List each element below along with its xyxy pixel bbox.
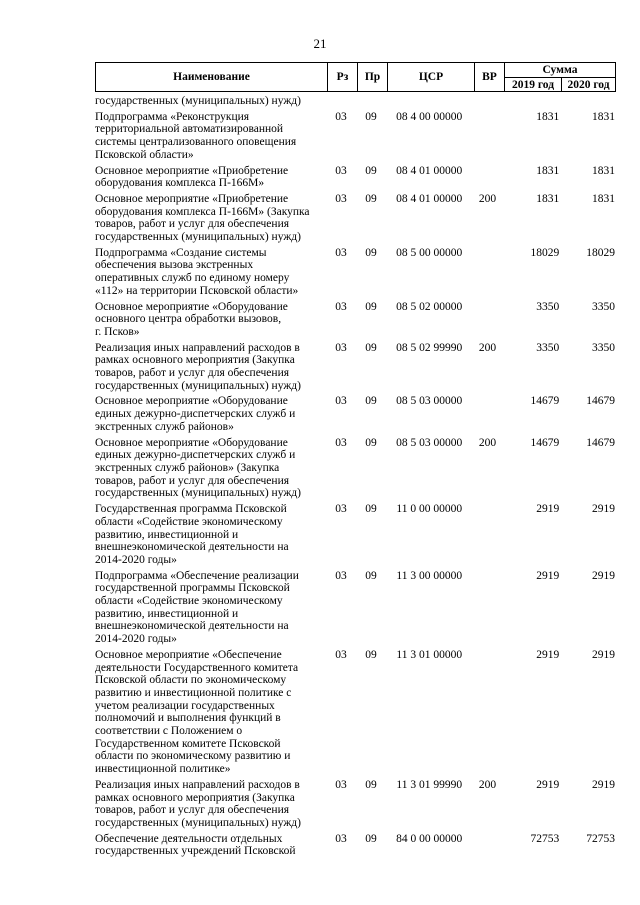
- row-csr: 11 0 00 00000: [396, 503, 463, 516]
- row-vr: 200: [478, 778, 497, 791]
- row-name-line: системы централизованного оповещения: [95, 136, 297, 149]
- table-header: [95, 62, 616, 92]
- row-name-line: территориальной автоматизированной: [95, 123, 284, 136]
- row-name-line: Обеспечение деятельности отдельных: [95, 832, 283, 845]
- row-name-line: рамках основного мероприятия (Закупка: [95, 354, 295, 367]
- row-vr: [473, 247, 503, 298]
- row-name: [95, 95, 326, 108]
- row-name-line: государственных (муниципальных) нужд): [95, 816, 301, 829]
- row-name-line: полномочий и выполнения функций в: [95, 712, 281, 725]
- row-name: [95, 395, 326, 433]
- row-name: [95, 193, 326, 244]
- row-sum-2020: 18029: [586, 246, 616, 259]
- row-name-line: Основное мероприятие «Приобретение: [95, 192, 289, 205]
- row-name-line: внешнеэкономической деятельности на: [95, 541, 289, 554]
- row-name-line: государственных (муниципальных) нужд): [95, 95, 301, 107]
- row-name-line: 2014-2020 годы»: [95, 633, 177, 646]
- row-sum-2020: 1831: [592, 164, 616, 177]
- row-name-line: развитию, инвестиционной и: [95, 607, 239, 620]
- row-pr: 09: [365, 832, 377, 845]
- row-rz: 03: [335, 192, 347, 205]
- row-csr: 08 5 02 00000: [396, 300, 463, 313]
- row-csr: [386, 95, 473, 108]
- row-name-line: государственных (муниципальных) нужд): [95, 487, 301, 500]
- row-name-line: государственных учреждений Псковской: [95, 845, 296, 858]
- row-pr: 09: [365, 246, 377, 259]
- row-name: [95, 833, 326, 858]
- row-name-line: г. Псков»: [95, 325, 140, 338]
- row-name-line: инвестиционной политике»: [95, 763, 231, 776]
- row-sum-2019: 2919: [536, 648, 560, 661]
- row-name-line: оборудования комплекса П-166М»: [95, 177, 265, 190]
- row-sum-2019: 1831: [536, 192, 560, 205]
- row-name: [95, 165, 326, 190]
- row-sum-2019: [502, 95, 561, 108]
- row-name: [95, 342, 326, 393]
- row-rz: 03: [335, 832, 347, 845]
- row-csr: 08 4 00 00000: [396, 110, 463, 123]
- row-name-line: внешнеэкономической деятельности на: [95, 620, 289, 633]
- row-csr: 08 5 03 00000: [396, 395, 463, 408]
- row-sum-2019: 18029: [530, 246, 560, 259]
- row-vr: [473, 570, 503, 646]
- row-sum-2020: 3350: [592, 341, 616, 354]
- row-sum-2019: 3350: [536, 341, 560, 354]
- row-csr: 84 0 00 00000: [396, 832, 463, 845]
- row-name-line: рамках основного мероприятия (Закупка: [95, 791, 295, 804]
- row-name-line: области по экономическому развитию и: [95, 750, 291, 763]
- row-pr: 09: [365, 648, 377, 661]
- row-sum-2019: 1831: [536, 110, 560, 123]
- row-name-line: деятельности Государственного комитета: [95, 661, 299, 674]
- row-name-line: развитию, инвестиционной и: [95, 528, 239, 541]
- header-csr: ЦСР: [388, 63, 475, 92]
- row-name-line: единых дежурно-диспетчерских служб и: [95, 449, 296, 462]
- row-csr: 11 3 00 00000: [396, 569, 463, 582]
- row-sum-2020: 1831: [592, 110, 616, 123]
- row-rz: 03: [335, 569, 347, 582]
- row-name-line: Реализация иных направлений расходов в: [95, 778, 300, 791]
- row-name-line: Реализация иных направлений расходов в: [95, 341, 300, 354]
- row-csr: 08 5 03 00000: [396, 436, 463, 449]
- row-pr: 09: [365, 395, 377, 408]
- row-name-line: Псковской области»: [95, 148, 194, 161]
- row-name-line: экстренных служб районов» (Закупка: [95, 461, 280, 474]
- table-body: [95, 95, 615, 861]
- header-name: Наименование: [96, 63, 328, 92]
- row-name-line: Основное мероприятие «Оборудование: [95, 300, 288, 313]
- table-row: [95, 342, 615, 393]
- row-name-line: Государственном комитете Псковской: [95, 737, 281, 750]
- row-name-line: товаров, работ и услуг для обеспечения: [95, 367, 290, 380]
- table-row: [95, 833, 615, 858]
- row-pr: 09: [365, 341, 377, 354]
- row-name-line: экстренных служб районов»: [95, 420, 234, 433]
- row-name-line: основного центра обработки вызовов,: [95, 313, 282, 326]
- row-vr: [473, 649, 503, 776]
- row-pr: 09: [365, 778, 377, 791]
- row-sum-2019: 2919: [536, 503, 560, 516]
- row-sum-2019: 14679: [530, 395, 560, 408]
- row-vr: 200: [478, 436, 497, 449]
- row-rz: 03: [335, 395, 347, 408]
- row-rz: 03: [335, 300, 347, 313]
- row-pr: 09: [365, 300, 377, 313]
- row-name-line: Государственная программа Псковской: [95, 503, 287, 516]
- row-rz: 03: [335, 648, 347, 661]
- row-name-line: Основное мероприятие «Оборудование: [95, 395, 288, 408]
- row-vr: [473, 165, 503, 190]
- row-name-line: соответствии с Положением о: [95, 725, 243, 738]
- table-row: [95, 570, 615, 646]
- row-name: [95, 503, 326, 567]
- row-name-line: 2014-2020 годы»: [95, 553, 177, 566]
- row-rz: 03: [335, 110, 347, 123]
- header-year-2019: 2019 год: [505, 78, 562, 92]
- header-rz: Рз: [328, 63, 358, 92]
- row-vr: 200: [478, 341, 497, 354]
- row-rz: [326, 95, 356, 108]
- row-pr: 09: [365, 164, 377, 177]
- table-row: [95, 111, 615, 162]
- row-pr: 09: [365, 192, 377, 205]
- row-vr: [473, 395, 503, 433]
- page-number: 21: [313, 36, 327, 51]
- row-name-line: государственной программы Псковской: [95, 582, 290, 595]
- row-name-line: области «Содействие экономическому: [95, 595, 283, 608]
- row-pr: 09: [365, 436, 377, 449]
- row-name-line: государственных (муниципальных) нужд): [95, 231, 301, 244]
- row-csr: 11 3 01 99990: [396, 778, 463, 791]
- row-name-line: Псковской области по экономическому: [95, 674, 287, 687]
- row-name-line: товаров, работ и услуг для обеспечения: [95, 218, 290, 231]
- row-sum-2020: 2919: [592, 569, 616, 582]
- row-csr: 08 4 01 00000: [396, 192, 463, 205]
- row-name-line: товаров, работ и услуг для обеспечения: [95, 474, 290, 487]
- row-vr: [473, 301, 503, 339]
- table-row: [95, 779, 615, 830]
- table-row: [95, 301, 615, 339]
- row-name-line: Подпрограмма «Создание системы: [95, 246, 267, 259]
- row-rz: 03: [335, 164, 347, 177]
- row-rz: 03: [335, 341, 347, 354]
- row-name: [95, 437, 326, 501]
- row-rz: 03: [335, 778, 347, 791]
- row-name: [95, 779, 326, 830]
- row-csr: 08 5 00 00000: [396, 246, 463, 259]
- header-pr: Пр: [358, 63, 388, 92]
- row-pr: [356, 95, 386, 108]
- row-csr: 11 3 01 00000: [396, 648, 463, 661]
- row-rz: 03: [335, 436, 347, 449]
- row-vr: [473, 503, 503, 567]
- row-name-line: Основное мероприятие «Оборудование: [95, 436, 288, 449]
- row-vr: [473, 833, 503, 858]
- table-row: [95, 395, 615, 433]
- table-row: [95, 247, 615, 298]
- row-csr: 08 5 02 99990: [396, 341, 463, 354]
- table-row: [95, 165, 615, 190]
- table-row: [95, 193, 615, 244]
- row-sum-2020: 2919: [592, 778, 616, 791]
- row-name-line: Подпрограмма «Обеспечение реализации: [95, 569, 299, 582]
- table-row: [95, 503, 615, 567]
- row-vr: [473, 95, 503, 108]
- row-sum-2020: 14679: [586, 395, 616, 408]
- row-sum-2020: 14679: [586, 436, 616, 449]
- row-rz: 03: [335, 503, 347, 516]
- row-name: [95, 247, 326, 298]
- table-row: [95, 95, 615, 108]
- row-sum-2019: 2919: [536, 778, 560, 791]
- row-pr: 09: [365, 569, 377, 582]
- header-sum: Сумма: [505, 63, 616, 78]
- row-sum-2019: 2919: [536, 569, 560, 582]
- row-sum-2020: 2919: [592, 648, 616, 661]
- row-sum-2020: [561, 95, 615, 108]
- row-name-line: области «Содействие экономическому: [95, 515, 283, 528]
- row-sum-2020: 2919: [592, 503, 616, 516]
- row-rz: 03: [335, 246, 347, 259]
- row-sum-2019: 72753: [530, 832, 560, 845]
- row-name-line: товаров, работ и услуг для обеспечения: [95, 804, 290, 817]
- row-sum-2019: 14679: [530, 436, 560, 449]
- table-row: [95, 437, 615, 501]
- row-pr: 09: [365, 110, 377, 123]
- row-sum-2020: 3350: [592, 300, 616, 313]
- row-name: [95, 301, 326, 339]
- row-sum-2020: 72753: [586, 832, 616, 845]
- row-name-line: Подпрограмма «Реконструкция: [95, 110, 250, 123]
- row-pr: 09: [365, 503, 377, 516]
- row-name: [95, 649, 326, 776]
- row-name-line: «112» на территории Псковской области»: [95, 284, 299, 297]
- row-name-line: оборудования комплекса П-166М» (Закупка: [95, 205, 310, 218]
- row-name-line: Основное мероприятие «Обеспечение: [95, 648, 282, 661]
- row-vr: [473, 111, 503, 162]
- row-csr: 08 4 01 00000: [396, 164, 463, 177]
- header-year-2020: 2020 год: [562, 78, 616, 92]
- header-vr: ВР: [475, 63, 505, 92]
- row-name-line: развитию и инвестиционной политике с: [95, 686, 292, 699]
- row-vr: 200: [478, 192, 497, 205]
- row-name-line: обеспечения вызова экстренных: [95, 259, 254, 272]
- row-sum-2020: 1831: [592, 192, 616, 205]
- row-name-line: оперативных служб по единому номеру: [95, 272, 290, 285]
- table-row: [95, 649, 615, 776]
- row-sum-2019: 1831: [536, 164, 560, 177]
- row-name-line: единых дежурно-диспетчерских служб и: [95, 408, 296, 421]
- row-name-line: Основное мероприятие «Приобретение: [95, 164, 289, 177]
- row-sum-2019: 3350: [536, 300, 560, 313]
- row-name: [95, 570, 326, 646]
- row-name: [95, 111, 326, 162]
- row-name-line: учетом реализации государственных: [95, 699, 275, 712]
- row-name-line: государственных (муниципальных) нужд): [95, 379, 301, 392]
